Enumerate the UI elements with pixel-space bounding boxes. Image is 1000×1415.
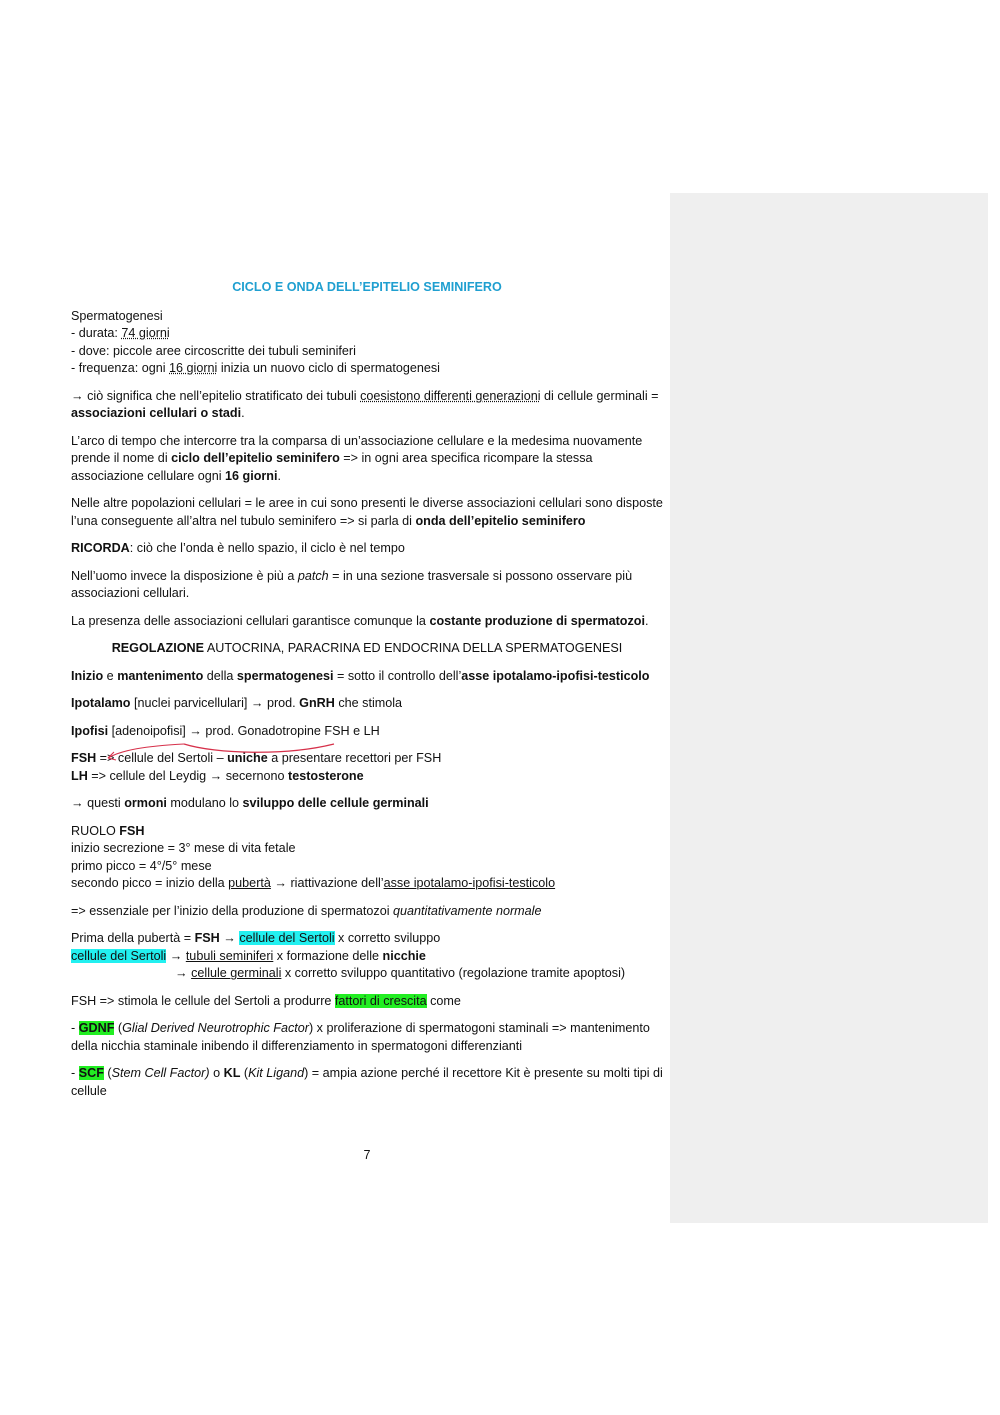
text: modulano lo xyxy=(166,796,243,810)
highlighted-term: GDNF xyxy=(78,1021,115,1035)
italic-term: Kit Ligand xyxy=(248,1066,305,1080)
underlined-text: cellule germinali xyxy=(191,966,282,980)
text: Prima della pubertà = xyxy=(71,931,195,945)
text: che stimola xyxy=(334,696,403,710)
bold-term: RICORDA xyxy=(71,541,130,555)
italic-term: patch xyxy=(297,568,329,583)
paragraph-scf xyxy=(71,1065,663,1100)
bold-term: Ipotalamo xyxy=(71,696,131,710)
prima-line-1 xyxy=(71,930,663,948)
text: Nelle altre popolazioni cellulari = le aree in cui sono presenti le diverse associazioni cellulari sono disposte l’una conseguente all’altra nel tubulo seminifero => si parla di xyxy=(71,496,663,528)
underlined-text: tubuli seminiferi xyxy=(185,948,274,963)
text: → riattivazione dell’ xyxy=(270,876,384,890)
text: ( xyxy=(240,1066,249,1080)
bold-term: associazioni cellulari o stadi xyxy=(71,406,242,420)
text: = in una sezione trasversale si possono osservare più associazioni cellulari. xyxy=(71,568,633,600)
lh-line xyxy=(71,768,663,786)
bold-term: GnRH xyxy=(299,696,335,710)
paragraph-essenziale xyxy=(71,903,663,921)
text: => cellule del Leydig → secernono xyxy=(87,768,289,783)
durata-label: - durata: xyxy=(71,326,122,340)
underlined-text: asse ipotalamo-ipofisi-testicolo xyxy=(383,876,556,890)
bold-term: FSH xyxy=(119,823,145,838)
text: → ciò significa che nell’epitelio stratificato dei tubuli xyxy=(71,388,361,403)
text: o xyxy=(209,1066,224,1080)
bold-term: sviluppo delle cellule germinali xyxy=(242,796,429,810)
paragraph-onda xyxy=(71,495,663,530)
frequenza-value: 16 giorni xyxy=(169,361,218,375)
paragraph-ipotalamo xyxy=(71,695,663,713)
text: => cellule del Sertoli – xyxy=(96,751,228,765)
ruolo-heading xyxy=(71,823,663,841)
prima-line-2 xyxy=(71,948,663,966)
bold-term: onda dell’epitelio seminifero xyxy=(415,513,586,528)
bold-term: costante produzione di spermatozoi xyxy=(429,613,645,628)
text: → xyxy=(166,948,186,963)
text: . xyxy=(241,406,245,420)
bold-term: asse ipotalamo-ipofisi-testicolo xyxy=(461,668,650,683)
paragraph-uomo xyxy=(71,568,663,603)
frequenza-label: - frequenza: ogni xyxy=(71,361,170,375)
dove-line: - dove: piccole aree circoscritte dei tubuli seminiferi xyxy=(71,343,356,358)
paragraph-presenza xyxy=(71,613,663,631)
text: => in ogni area specifica ricompare la stessa associazione cellulare ogni xyxy=(71,451,593,483)
bold-term: ormoni xyxy=(124,796,167,810)
text: e xyxy=(103,668,118,683)
text: x formazione delle xyxy=(273,948,383,963)
paragraph-ormoni xyxy=(71,795,663,813)
text: . xyxy=(277,468,281,483)
paragraph-associazioni xyxy=(71,388,663,423)
text: → questi xyxy=(71,796,125,810)
highlighted-text: cellule del Sertoli xyxy=(71,948,167,963)
text: - xyxy=(71,1066,79,1080)
paragraph-ciclo xyxy=(71,433,663,486)
italic-term: quantitativamente normale xyxy=(393,903,542,918)
page-title: CICLO E ONDA DELL’EPITELIO SEMINIFERO xyxy=(232,280,502,294)
ruolo-line-1: inizio secrezione = 3° mese di vita fetale xyxy=(71,841,296,855)
text: ( xyxy=(114,1021,123,1035)
paragraph-gdnf xyxy=(71,1020,663,1055)
document-page xyxy=(71,279,663,1110)
bold-term: ciclo dell’epitelio seminifero xyxy=(171,451,340,465)
paragraph-ricorda xyxy=(71,540,663,558)
bold-term: FSH xyxy=(71,751,97,765)
text: RUOLO xyxy=(71,823,120,838)
highlighted-term: SCF xyxy=(78,1066,104,1080)
paragraph-prima-puberta xyxy=(71,930,663,983)
ruolo-line-2: primo picco = 4°/5° mese xyxy=(71,858,212,873)
highlighted-text: cellule del Sertoli xyxy=(239,931,335,945)
text: secondo picco = inizio della xyxy=(71,876,229,890)
text: x corretto sviluppo quantitativo (regolazione tramite apoptosi) xyxy=(281,966,626,980)
prima-line-3 xyxy=(71,965,663,983)
bold-term: FSH xyxy=(194,931,220,945)
text: [nuclei parvicellulari] → prod. xyxy=(130,696,300,710)
bold-term: spermatogenesi xyxy=(236,668,334,683)
text: → xyxy=(219,931,240,945)
text: della xyxy=(203,668,237,683)
text: - xyxy=(71,1021,79,1035)
bold-term: nicchie xyxy=(382,948,426,963)
bold-term: Ipofisi xyxy=(71,723,109,738)
page-number: 7 xyxy=(363,1148,371,1162)
paragraph-fattori-crescita xyxy=(71,993,663,1011)
bold-term: REGOLAZIONE xyxy=(111,641,205,655)
text: → xyxy=(175,966,192,980)
bold-term: uniche xyxy=(227,751,268,765)
frequenza-suffix: inizia un nuovo ciclo di spermatogenesi xyxy=(217,361,440,375)
text: Nell’uomo invece la disposizione è più a xyxy=(71,568,298,583)
text: [adenoipofisi] → prod. Gonadotropine FSH e LH xyxy=(108,723,380,738)
text: come xyxy=(426,993,461,1008)
text: AUTOCRINA, PARACRINA ED ENDOCRINA DELLA SPERMATOGENESI xyxy=(204,641,623,655)
text: L’arco di tempo che intercorre tra la comparsa di un’associazione cellulare e la medesima nuovamente prende il nome di xyxy=(71,433,643,465)
text: ( xyxy=(103,1066,112,1080)
section-subtitle xyxy=(71,640,663,658)
bold-term: Inizio xyxy=(71,668,104,683)
text: FSH => stimola le cellule del Sertoli a produrre xyxy=(71,993,335,1008)
italic-term: Glial Derived Neurotrophic Factor xyxy=(122,1021,309,1035)
bold-term: KL xyxy=(223,1066,241,1080)
underlined-text: coesistono differenti generazioni xyxy=(360,388,541,403)
bold-term: mantenimento xyxy=(117,668,204,683)
spermatogenesi-block xyxy=(71,308,663,378)
text: . xyxy=(644,613,649,628)
text: => essenziale per l’inizio della produzione di spermatozoi xyxy=(71,903,394,918)
italic-term: Stem Cell Factor) xyxy=(111,1066,210,1080)
text: : ciò che l’onda è nello spazio, il ciclo è nel tempo xyxy=(129,541,405,555)
text: x corretto sviluppo xyxy=(334,931,441,945)
text: La presenza delle associazioni cellulari garantisce comunque la xyxy=(71,613,430,628)
bold-term: LH xyxy=(71,768,88,783)
ruolo-line-3 xyxy=(71,875,663,893)
paragraph-ruolo-fsh xyxy=(71,823,663,893)
text: di cellule germinali = xyxy=(540,388,659,403)
highlighted-text: fattori di crescita xyxy=(334,993,427,1008)
ink-annotation-arrow xyxy=(96,736,346,766)
text: a presentare recettori per FSH xyxy=(267,751,442,765)
text: ) x proliferazione di spermatogoni staminali => mantenimento della nicchia staminale inibendo il differenziamento in spermatogoni differenzianti xyxy=(71,1021,650,1053)
durata-line xyxy=(71,325,663,343)
underlined-text: pubertà xyxy=(228,876,271,890)
comment-pane xyxy=(670,193,988,1223)
bold-term: testosterone xyxy=(288,768,364,783)
text: ) = ampia azione perché il recettore Kit è presente su molti tipi di cellule xyxy=(71,1066,663,1098)
text: = sotto il controllo dell’ xyxy=(333,668,462,683)
bold-term: 16 giorni xyxy=(225,468,278,483)
frequenza-line xyxy=(71,360,663,378)
spermatogenesi-heading: Spermatogenesi xyxy=(71,308,163,323)
paragraph-inizio xyxy=(71,668,663,686)
durata-value: 74 giorni xyxy=(121,326,170,340)
